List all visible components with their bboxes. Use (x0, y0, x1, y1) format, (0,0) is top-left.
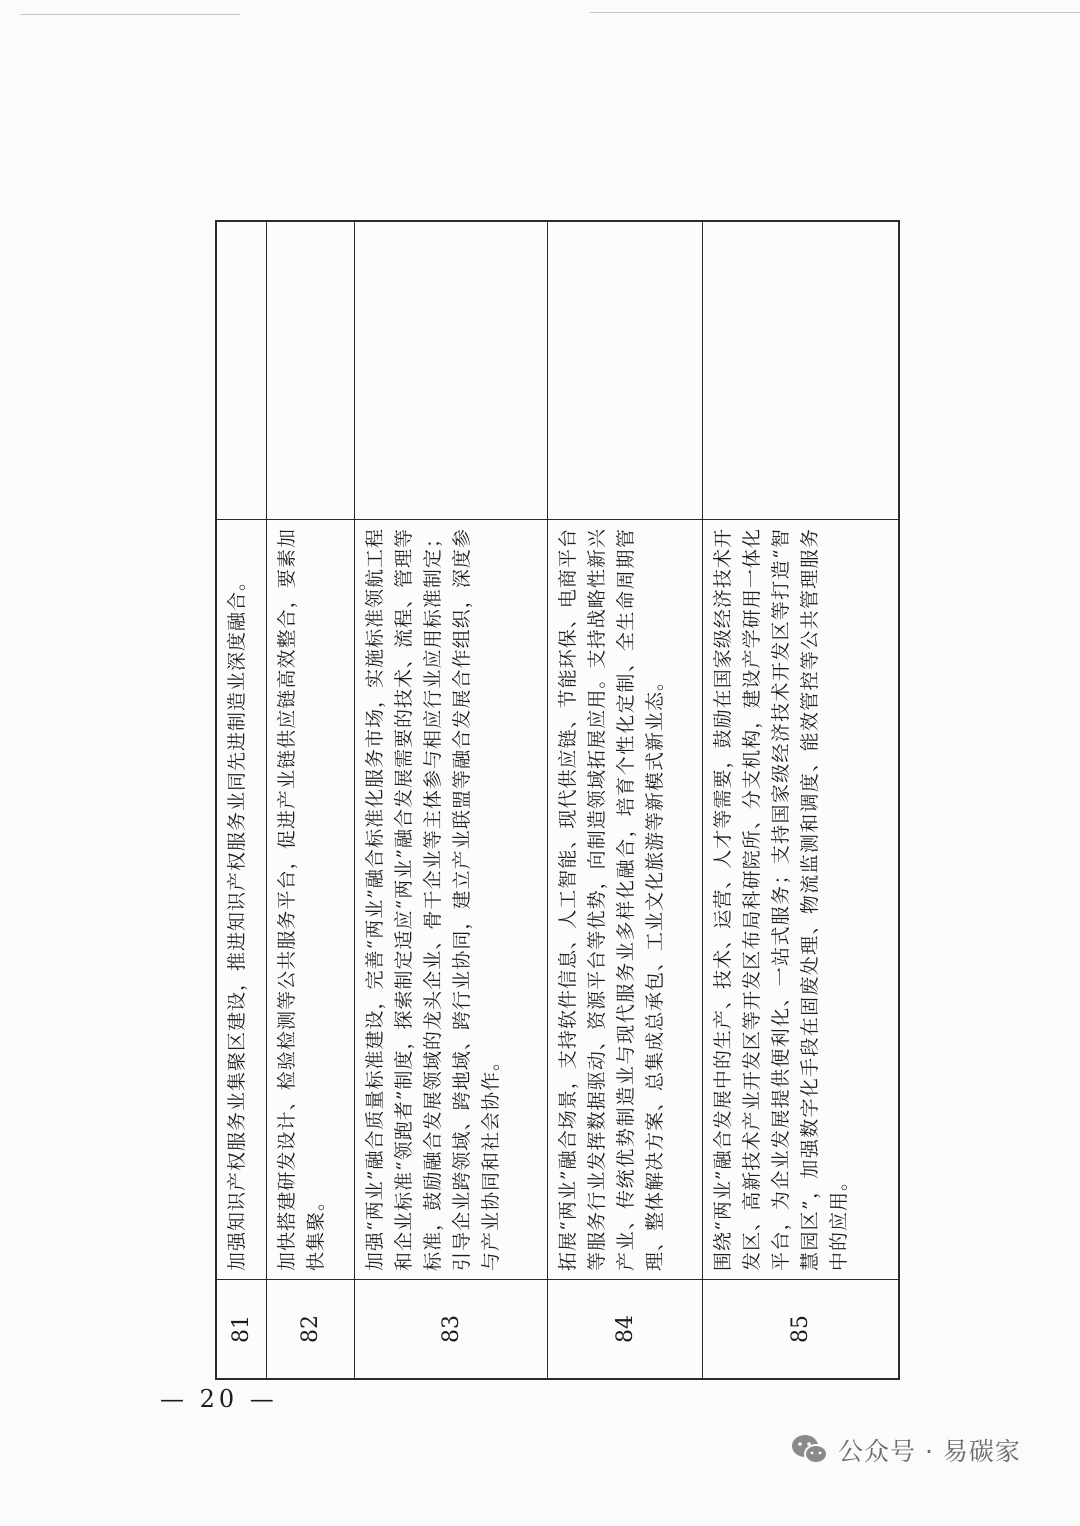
row-content: 拓展“两业”融合场景，支持软件信息、人工智能、现代供应链、节能环保、电商平台等服务行业发挥数据驱动、资源平台等优势，向制造领域拓展应用。支持战略性新兴产业、传统优势制造业与现代服务业多样化融合，培育个性化定制、全生命周期管理、整体解决方案、总集成总承包、工业文化旅游等新模式新业态。 (548, 519, 702, 1279)
scan-edge-top-right (590, 12, 1080, 13)
empty-cell (548, 222, 702, 519)
row-number: 85 (703, 1279, 898, 1378)
row-content: 加快搭建研发设计、检验检测等公共服务平台，促进产业链供应链高效整合，要素加快集聚。 (267, 519, 354, 1279)
empty-cell (217, 222, 266, 519)
watermark (790, 1432, 1021, 1468)
empty-cell (703, 222, 898, 519)
row-number: 84 (548, 1279, 702, 1378)
page-number: — 20 — (160, 1385, 278, 1413)
empty-cell (355, 222, 547, 519)
row-content: 加强知识产权服务业集聚区建设，推进知识产权服务业同先进制造业深度融合。 (217, 519, 266, 1279)
scan-edge-top-left (20, 14, 240, 15)
row-number: 83 (355, 1279, 547, 1378)
row-content: 围绕“两业”融合发展中的生产、技术、运营、人才等需要，鼓励在国家级经济技术开发区、高新技术产业开发区等开发区布局科研院所、分支机构，建设产学研用一体化平台，为企业发展提供便利化、一站式服务；支持国家级经济技术开发区等打造“智慧园区”，加强数字化手段在固废处理、物流监测和调度、能效管控等公共管理服务中的应用。 (703, 519, 898, 1279)
row-number: 81 (217, 1279, 266, 1378)
table-row (217, 222, 267, 1378)
row-content: 加强“两业”融合质量标准建设，完善“两业”融合标准化服务市场，实施标准领航工程和企业标准“领跑者”制度，探索制定适应“两业”融合发展需要的技术、流程、管理等标准，鼓励融合发展领域的龙头企业、骨干企业等主体参与相应行业应用标准制定；引导企业跨领域、跨地域、跨行业协同，建立产业联盟等融合发展合作组织，深度参与产业协同和社会协作。 (355, 519, 547, 1279)
table-row (355, 222, 548, 1378)
table-row (548, 222, 703, 1378)
table-row (267, 222, 355, 1378)
watermark-text: 公众号 · 易碳家 (838, 1437, 1021, 1466)
table-row (703, 222, 898, 1378)
empty-cell (267, 222, 354, 519)
rotated-table (215, 220, 900, 1380)
row-number: 82 (267, 1279, 354, 1378)
wechat-icon (790, 1433, 830, 1467)
